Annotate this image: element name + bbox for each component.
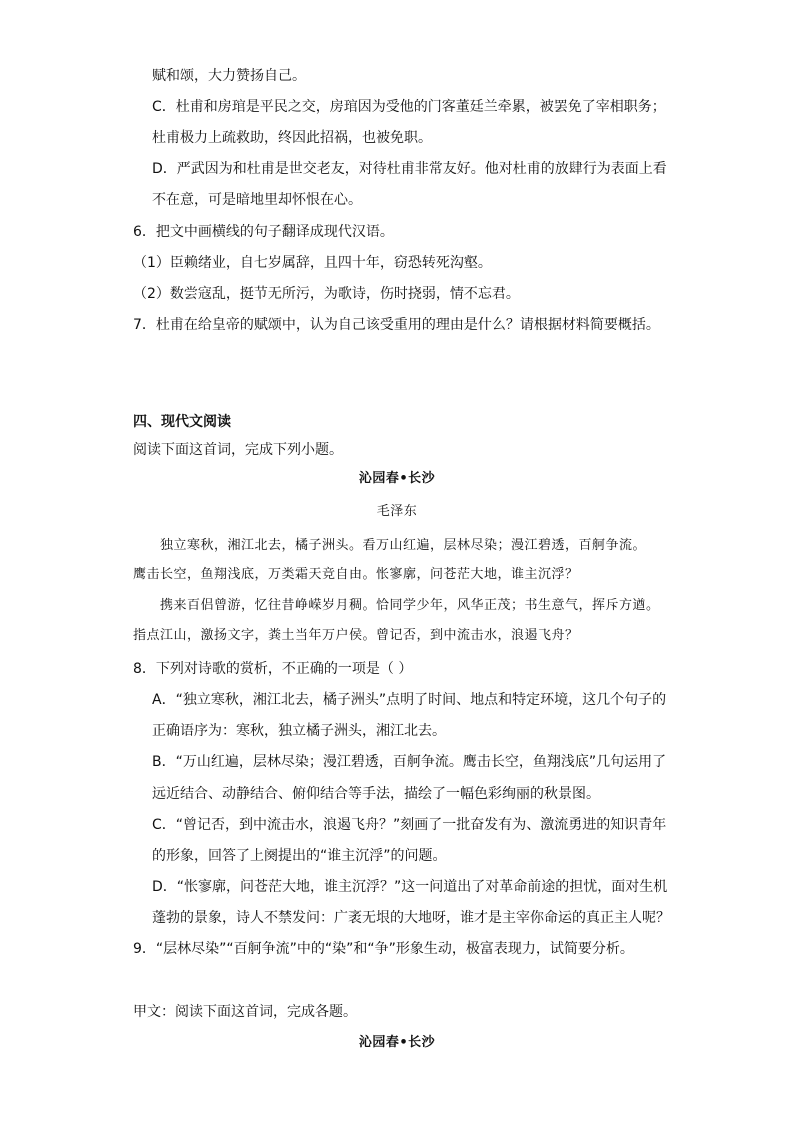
option-c-line-2: 杜甫极力上疏救助，终因此招祸，也被免职。 [152,130,432,146]
question-7: 7．杜甫在给皇帝的赋颂中，认为自己该受重用的理由是什么？请根据材料简要概括。 [133,317,660,333]
question-6-sentence-2: （2）数尝寇乱，挺节无所污，为歌诗，伤时挠弱，情不忘君。 [133,286,520,302]
option-d-line-1: D．严武因为和杜甫是世交老友，对待杜甫非常友好。他对杜甫的放肆行为表面上看 [152,161,667,177]
option-b-continuation: 赋和颂，大力赞扬自己。 [152,68,306,84]
section-heading: 四、现代文阅读 [133,414,231,430]
poem-line-2: 鹰击长空，鱼翔浅底，万类霜天竞自由。怅寥廓，问苍茫大地，谁主沉浮？ [133,567,579,582]
poem-line-3: 携来百侣曾游，忆往昔峥嵘岁月稠。恰同学少年，风华正茂；书生意气，挥斥方遒。 [160,598,660,613]
option-d-line-2: 不在意，可是暗地里却怀恨在心。 [152,192,362,208]
question-8-option-c-line-1: C．“曾记否，到中流击水，浪遏飞舟？”刻画了一批奋发有为、激流勇进的知识青年 [152,817,667,833]
jiawen-poem-title: 沁园春•长沙 [358,1035,436,1050]
section-intro: 阅读下面这首词，完成下列小题。 [133,442,343,458]
question-8-option-d-line-1: D．“怅寥廓，问苍茫大地，谁主沉浮？”这一问道出了对革命前途的担忧，面对生机 [152,879,668,895]
question-8: 8．下列对诗歌的赏析，不正确的一项是（ ） [133,661,413,677]
question-9: 9．“层林尽染”“百舸争流”中的“染”和“争”形象生动，极富表现力，试简要分析。 [133,941,634,957]
question-8-option-c-line-2: 的形象，回答了上阕提出的“谁主沉浮”的问题。 [152,848,447,864]
question-8-option-d-line-2: 蓬勃的景象，诗人不禁发问：广袤无垠的大地呀，谁才是主宰你命运的真正主人呢？ [152,910,670,926]
question-6-sentence-1: （1）臣赖绪业，自七岁属辞，且四十年，窃恐转死沟壑。 [133,255,492,271]
question-6: 6．把文中画横线的句子翻译成现代汉语。 [133,224,394,240]
question-8-option-a-line-2: 正确语序为：寒秋，独立橘子洲头，湘江北去。 [152,723,446,739]
question-8-option-a-line-1: A．“独立寒秋，湘江北去，橘子洲头”点明了时间、地点和特定环境，这几个句子的 [152,692,667,708]
option-c-line-1: C．杜甫和房琯是平民之交，房琯因为受他的门客董廷兰牵累，被罢免了宰相职务； [152,99,666,115]
question-8-option-b-line-2: 远近结合、动静结合、俯仰结合等手法，描绘了一幅色彩绚丽的秋景图。 [152,786,600,802]
poem-line-1: 独立寒秋，湘江北去，橘子洲头。看万山红遍，层林尽染；漫江碧透，百舸争流。 [160,538,647,553]
poem-title: 沁园春•长沙 [358,471,436,486]
poem-line-4: 指点江山，激扬文字，粪土当年万户侯。曾记否，到中流击水，浪遏飞舟？ [133,628,579,643]
poem-author: 毛泽东 [376,504,418,519]
question-8-option-b-line-1: B．“万山红遍，层林尽染；漫江碧透，百舸争流。鹰击长空，鱼翔浅底”几句运用了 [152,754,667,770]
jiawen-intro: 甲文：阅读下面这首词，完成各题。 [133,1004,357,1020]
